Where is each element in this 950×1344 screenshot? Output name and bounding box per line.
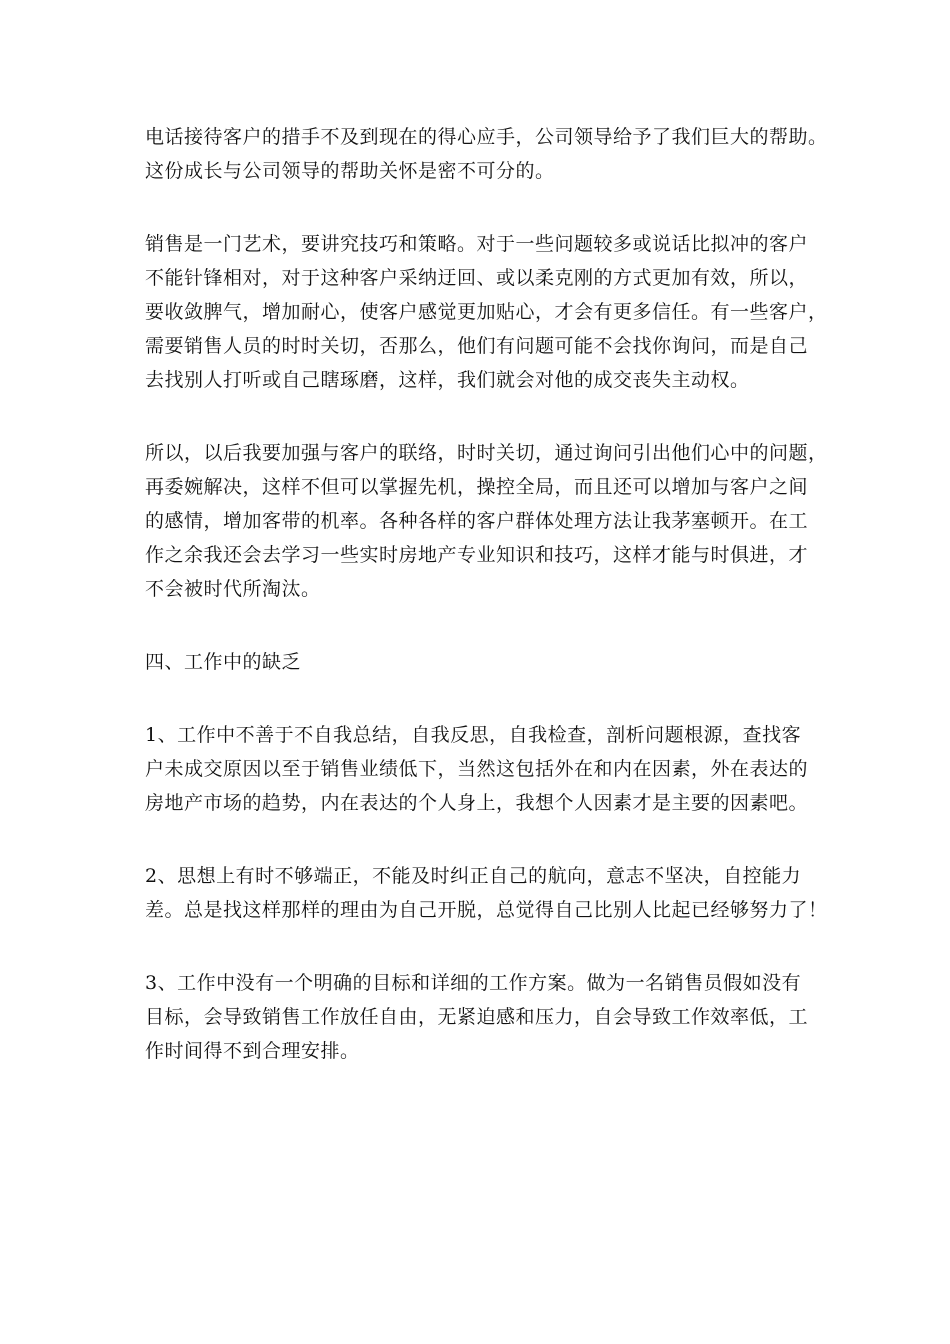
text-line: 作时间得不到合理安排。 xyxy=(145,1040,360,1062)
paragraph-gap xyxy=(145,188,835,227)
paragraph xyxy=(145,120,835,188)
text-line: 所以，以后我要加强与客户的联络，时时关切，通过询问引出他们心中的问题， xyxy=(145,442,828,464)
text-line: 去找别人打听或自己瞎琢磨，这样，我们就会对他的成交丧失主动权。 xyxy=(145,369,750,391)
paragraph-gap xyxy=(145,397,835,436)
paragraph xyxy=(145,718,835,820)
text-line: 这份成长与公司领导的帮助关怀是密不可分的。 xyxy=(145,160,555,182)
text-line: 电话接待客户的措手不及到现在的得心应手，公司领导给予了我们巨大的帮助。 xyxy=(145,126,828,148)
text-line: 目标，会导致销售工作放任自由，无紧迫感和压力，自会导致工作效率低，工 xyxy=(145,1006,809,1028)
document-body xyxy=(145,120,835,1068)
text-line: 不能针锋相对，对于这种客户采纳迂回、或以柔克刚的方式更加有效，所以， xyxy=(145,267,809,289)
text-line: 需要销售人员的时时关切，否那么，他们有问题可能不会找你询问，而是自己 xyxy=(145,335,809,357)
paragraph xyxy=(145,966,835,1068)
heading-text: 四、工作中的缺乏 xyxy=(145,651,302,673)
text-line: 2、思想上有时不够端正，不能及时纠正自己的航向，意志不坚决，自控能力 xyxy=(145,865,802,887)
paragraph-gap xyxy=(145,606,835,645)
paragraph xyxy=(145,859,835,927)
text-line: 要收敛脾气，增加耐心，使客户感觉更加贴心，才会有更多信任。有一些客户， xyxy=(145,301,828,323)
text-line: 差。总是找这样那样的理由为自己开脱，总觉得自己比别人比起已经够努力了！ xyxy=(145,899,828,921)
text-line: 3、工作中没有一个明确的目标和详细的工作方案。做为一名销售员假如没有 xyxy=(145,972,802,994)
text-line: 房地产市场的趋势，内在表达的个人身上，我想个人因素才是主要的因素吧。 xyxy=(145,792,809,814)
text-line: 作之余我还会去学习一些实时房地产专业知识和技巧，这样才能与时俱进，才 xyxy=(145,544,809,566)
text-line: 1、工作中不善于不自我总结，自我反思，自我检查，剖析问题根源，查找客 xyxy=(145,724,802,746)
section-heading xyxy=(145,645,835,679)
text-line: 销售是一门艺术，要讲究技巧和策略。对于一些问题较多或说话比拟冲的客户 xyxy=(145,233,809,255)
text-line: 不会被时代所淘汰。 xyxy=(145,578,321,600)
text-line: 再委婉解决，这样不但可以掌握先机，操控全局，而且还可以增加与客户之间 xyxy=(145,476,809,498)
paragraph xyxy=(145,436,835,606)
paragraph-gap xyxy=(145,820,835,859)
paragraph-gap xyxy=(145,927,835,966)
text-line: 户未成交原因以至于销售业绩低下，当然这包括外在和内在因素，外在表达的 xyxy=(145,758,809,780)
paragraph xyxy=(145,227,835,397)
paragraph-gap xyxy=(145,679,835,718)
text-line: 的感情，增加客带的机率。各种各样的客户群体处理方法让我茅塞顿开。在工 xyxy=(145,510,809,532)
